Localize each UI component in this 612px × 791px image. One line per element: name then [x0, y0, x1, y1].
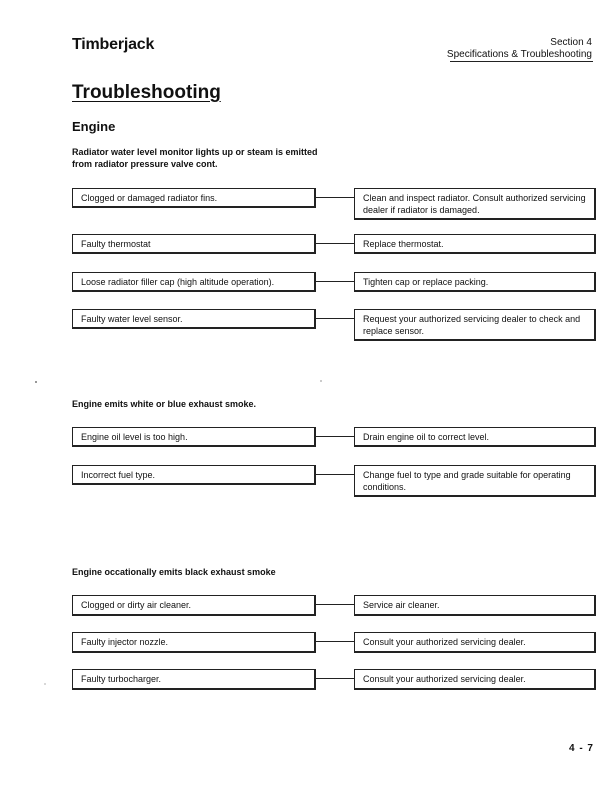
scan-speck [320, 380, 322, 382]
cause-box: Incorrect fuel type. [72, 465, 316, 485]
brand-logo: Timberjack [72, 36, 155, 53]
header-rule [450, 61, 593, 62]
connector-line [316, 641, 354, 642]
scan-speck [35, 381, 37, 383]
scan-speck [44, 683, 46, 685]
group-heading-white-smoke: Engine emits white or blue exhaust smoke. [72, 399, 257, 409]
connector-line [316, 318, 354, 319]
page-title: Troubleshooting [72, 82, 221, 103]
remedy-box: Clean and inspect radiator. Consult authorized servicing dealer if radiator is damaged. [354, 188, 596, 220]
remedy-box: Tighten cap or replace packing. [354, 272, 596, 292]
remedy-box: Replace thermostat. [354, 234, 596, 254]
section-title: Specifications & Troubleshooting [446, 49, 592, 60]
remedy-box: Consult your authorized servicing dealer. [354, 669, 596, 690]
page-subtitle: Engine [72, 119, 116, 134]
connector-line [316, 436, 354, 437]
cause-box: Faulty water level sensor. [72, 309, 316, 329]
cause-box: Faulty thermostat [72, 234, 316, 254]
connector-line [316, 197, 354, 198]
remedy-box: Request your authorized servicing dealer to check and replace sensor. [354, 309, 596, 341]
connector-line [316, 243, 354, 244]
group-heading-radiator: Radiator water level monitor lights up or steam is emitted from radiator pressure valve cont. [72, 147, 318, 169]
cause-box: Clogged or dirty air cleaner. [72, 595, 316, 616]
connector-line [316, 474, 354, 475]
section-number: Section 4 [550, 37, 592, 48]
remedy-box: Change fuel to type and grade suitable for operating conditions. [354, 465, 596, 497]
cause-box: Clogged or damaged radiator fins. [72, 188, 316, 208]
cause-box: Faulty turbocharger. [72, 669, 316, 690]
cause-box: Loose radiator filler cap (high altitude operation). [72, 272, 316, 292]
page-number: 4 - 7 [568, 743, 594, 754]
cause-box: Faulty injector nozzle. [72, 632, 316, 653]
connector-line [316, 281, 354, 282]
remedy-box: Consult your authorized servicing dealer. [354, 632, 596, 653]
cause-box: Engine oil level is too high. [72, 427, 316, 447]
remedy-box: Service air cleaner. [354, 595, 596, 616]
connector-line [316, 678, 354, 679]
remedy-box: Drain engine oil to correct level. [354, 427, 596, 447]
connector-line [316, 604, 354, 605]
group-heading-black-smoke: Engine occationally emits black exhaust smoke [72, 567, 276, 577]
